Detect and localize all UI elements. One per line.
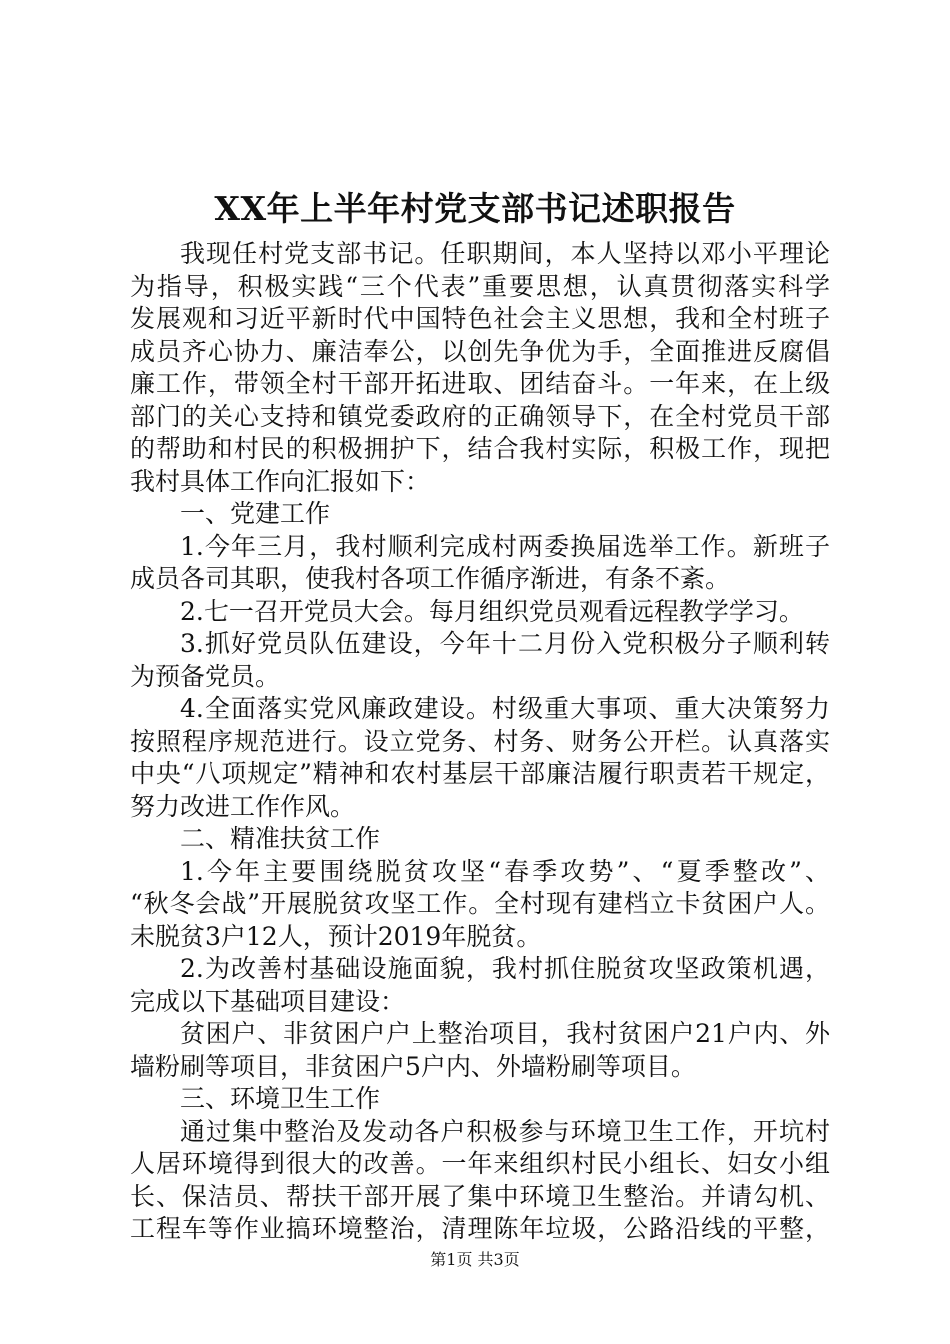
body-line: 1.今年三月，我村顺利完成村两委换届选举工作。新班子 — [180, 531, 830, 561]
body-line: 成员齐心协力、廉洁奉公，以创先争优为手，全面推进反腐倡 — [130, 336, 830, 366]
body-line: 的帮助和村民的积极拥护下，结合我村实际，积极工作，现把 — [130, 434, 830, 463]
body-line: 通过集中整治及发动各户积极参与环境卫生工作，开坑村 — [180, 1116, 830, 1146]
body-line: 4.全面落实党风廉政建设。村级重大事项、重大决策努力 — [180, 694, 830, 723]
body-line: 部门的关心支持和镇党委政府的正确领导下，在全村党员干部 — [130, 401, 830, 431]
body-line: 工程车等作业搞环境整治，清理陈年垃圾，公路沿线的平整， — [130, 1214, 830, 1243]
document-body — [130, 238, 830, 1246]
body-line: 发展观和习近平新时代中国特色社会主义思想，我和全村班子 — [130, 304, 830, 333]
body-line: 墙粉刷等项目，非贫困户5户内、外墙粉刷等项目。 — [130, 1051, 696, 1081]
body-line: 人居环境得到很大的改善。一年来组织村民小组长、妇女小组 — [130, 1149, 830, 1178]
body-line: 我村具体工作向汇报如下： — [130, 466, 431, 496]
document-title: XX年上半年村党支部书记述职报告 — [214, 189, 736, 228]
body-line: 努力改进工作作风。 — [130, 791, 356, 821]
body-line: 一、党建工作 — [180, 499, 331, 528]
body-line: 为指导，积极实践“三个代表”重要思想，认真贯彻落实科学 — [130, 271, 830, 301]
body-line: “秋冬会战”开展脱贫攻坚工作。全村现有建档立卡贫困户人。 — [130, 889, 830, 918]
body-line: 中央“八项规定”精神和农村基层干部廉洁履行职责若干规定， — [130, 759, 830, 788]
body-line: 完成以下基础项目建设： — [130, 986, 406, 1016]
body-line: 三、环境卫生工作 — [180, 1084, 381, 1113]
body-line: 未脱贫3户12人，预计2019年脱贫。 — [130, 921, 542, 951]
body-line: 为预备党员。 — [130, 661, 281, 691]
body-line: 3.抓好党员队伍建设，今年十二月份入党积极分子顺利转 — [180, 629, 830, 658]
body-line: 1.今年主要围绕脱贫攻坚“春季攻势”、“夏季整改”、 — [180, 856, 830, 886]
body-line: 廉工作，带领全村干部开拓进取、团结奋斗。一年来，在上级 — [130, 369, 830, 398]
page-footer: 第1页 共3页 — [430, 1250, 520, 1269]
body-line: 2.七一召开党员大会。每月组织党员观看远程教学学习。 — [180, 596, 804, 626]
body-line: 按照程序规范进行。设立党务、村务、财务公开栏。认真落实 — [130, 726, 830, 756]
body-line: 我现任村党支部书记。任职期间，本人坚持以邓小平理论 — [180, 239, 830, 268]
body-line: 成员各司其职，使我村各项工作循序渐进，有条不紊。 — [130, 564, 731, 593]
body-line: 贫困户、非贫困户户上整治项目，我村贫困户21户内、外 — [180, 1019, 830, 1048]
body-line: 长、保洁员、帮扶干部开展了集中环境卫生整治。并请勾机、 — [130, 1181, 830, 1211]
body-line: 2.为改善村基础设施面貌，我村抓住脱贫攻坚政策机遇， — [180, 954, 830, 983]
body-line: 二、精准扶贫工作 — [180, 824, 381, 853]
